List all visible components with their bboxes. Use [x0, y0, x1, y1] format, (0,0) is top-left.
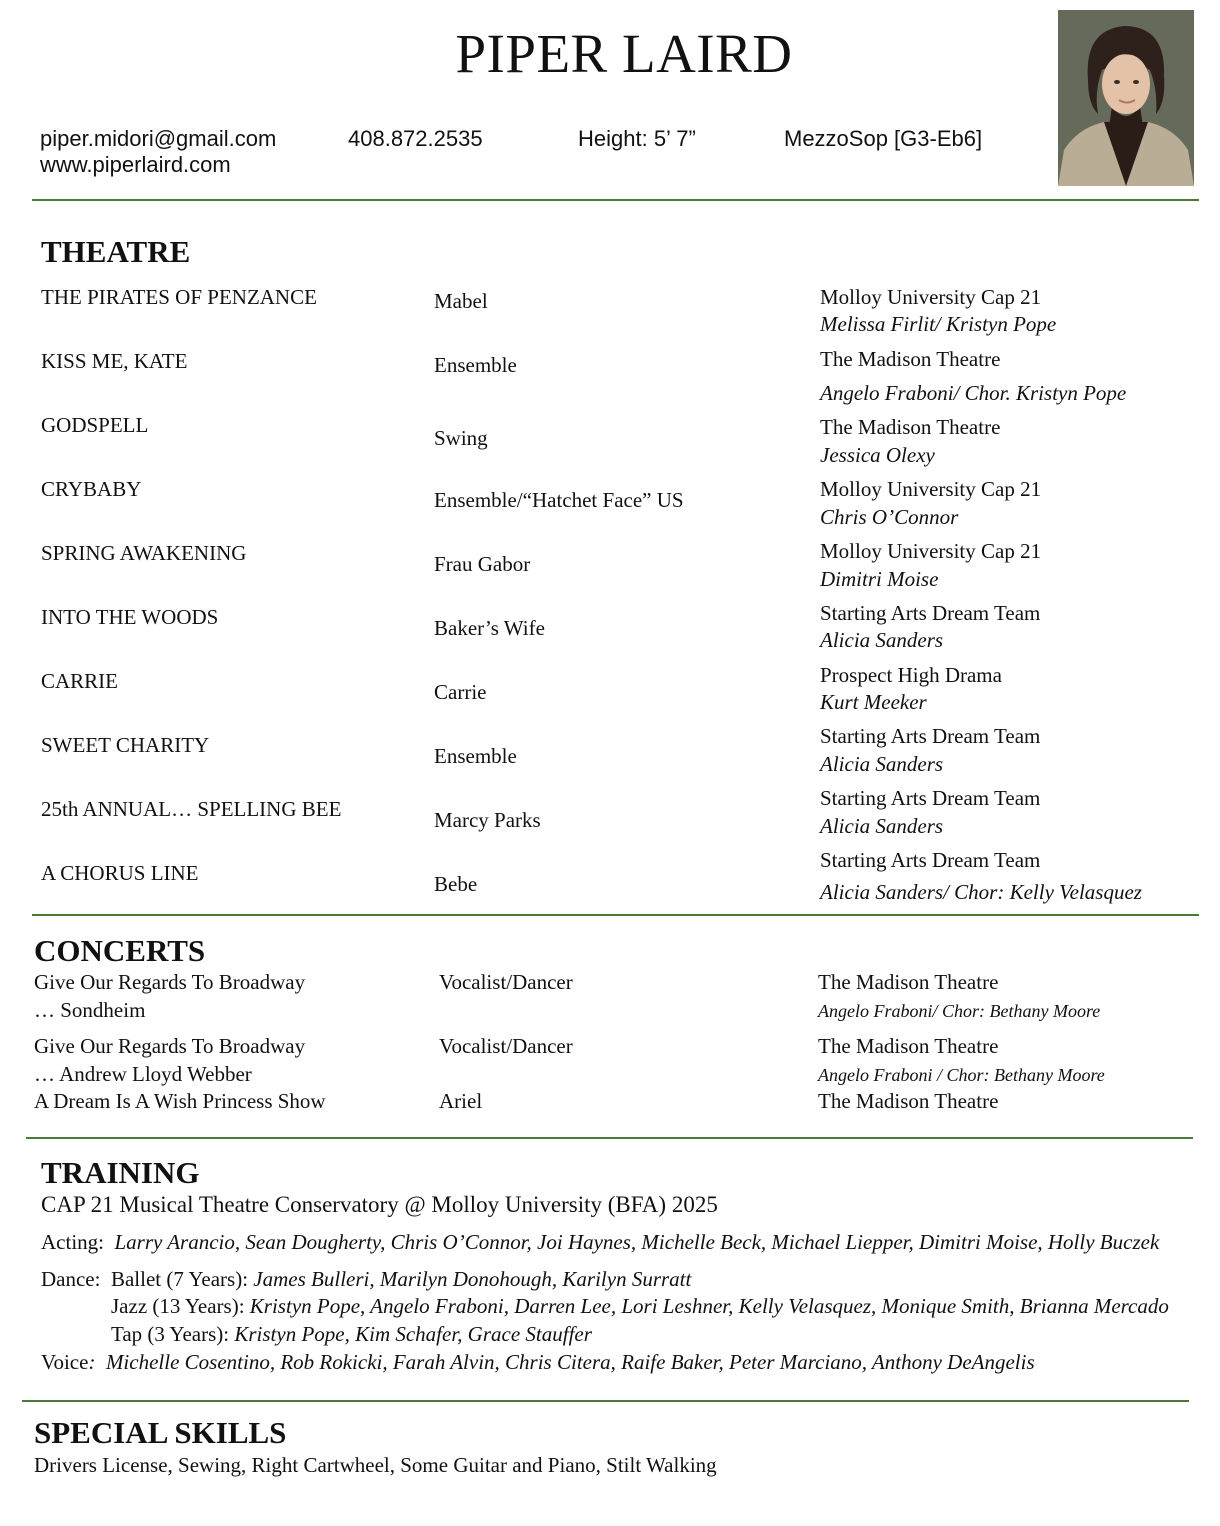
concert-venue: The Madison Theatre: [818, 1089, 999, 1113]
theatre-show: CARRIE: [41, 669, 119, 693]
voice-teachers: Michelle Cosentino, Rob Rokicki, Farah Alvin, Chris Citera, Raife Baker, Peter Marciano, Anthony DeAngelis: [105, 1350, 1035, 1374]
theatre-venue: Starting Arts Dream Team: [820, 786, 1041, 810]
theatre-show: INTO THE WOODS: [41, 605, 219, 629]
concert-director: Angelo Fraboni/ Chor: Bethany Moore: [818, 1001, 1101, 1021]
ballet-label: Ballet (7 Years):: [110, 1267, 249, 1291]
theatre-role: Mabel: [434, 289, 488, 313]
concert-director: Angelo Fraboni / Chor: Bethany Moore: [818, 1065, 1105, 1085]
theatre-show: THE PIRATES OF PENZANCE: [41, 285, 317, 309]
theatre-venue: The Madison Theatre: [820, 347, 1001, 371]
website[interactable]: www.piperlaird.com: [40, 152, 231, 177]
training-divider: [22, 1400, 1189, 1402]
theatre-director: Jessica Olexy: [820, 443, 935, 467]
theatre-venue: Starting Arts Dream Team: [820, 848, 1041, 872]
theatre-show: GODSPELL: [41, 413, 149, 437]
concert-title: Give Our Regards To Broadway: [34, 1034, 306, 1058]
dance-label: Dance:: [41, 1267, 101, 1291]
theatre-venue: Prospect High Drama: [820, 663, 1002, 687]
theatre-director: Kurt Meeker: [820, 690, 927, 714]
concert-title-cont: … Andrew Lloyd Webber: [34, 1062, 252, 1086]
concert-title: Give Our Regards To Broadway: [34, 970, 306, 994]
tap-label: Tap (3 Years):: [111, 1322, 230, 1346]
concerts-heading: CONCERTS: [34, 933, 206, 968]
theatre-director: Dimitri Moise: [820, 567, 939, 591]
training-heading: TRAINING: [41, 1155, 200, 1190]
theatre-director: Chris O’Connor: [820, 505, 959, 529]
concert-venue: The Madison Theatre: [818, 1034, 999, 1058]
concerts-divider: [26, 1137, 1193, 1139]
theatre-director: Alicia Sanders: [820, 814, 944, 838]
theatre-venue: Molloy University Cap 21: [820, 477, 1042, 501]
theatre-role: Carrie: [434, 680, 487, 704]
header-divider: [32, 199, 1199, 201]
theatre-role: Frau Gabor: [434, 552, 531, 576]
concert-title-cont: … Sondheim: [34, 998, 146, 1022]
email[interactable]: piper.midori@gmail.com: [40, 126, 277, 151]
theatre-divider: [32, 914, 1199, 916]
voice-type: MezzoSop [G3-Eb6]: [784, 126, 983, 151]
theatre-role: Ensemble: [434, 744, 517, 768]
voice-colon: :: [88, 1350, 96, 1374]
concert-role: Vocalist/Dancer: [439, 1034, 573, 1058]
concert-venue: The Madison Theatre: [818, 970, 999, 994]
theatre-show: 25th ANNUAL… SPELLING BEE: [41, 797, 342, 821]
theatre-show: CRYBABY: [41, 477, 142, 501]
concert-role: Ariel: [439, 1089, 483, 1113]
concert-title: A Dream Is A Wish Princess Show: [34, 1089, 326, 1113]
theatre-director: Alicia Sanders/ Chor: Kelly Velasquez: [820, 880, 1142, 904]
theatre-venue: Molloy University Cap 21: [820, 539, 1042, 563]
theatre-venue: Starting Arts Dream Team: [820, 724, 1041, 748]
voice-line: [41, 1352, 1035, 1373]
dance-ballet-line: [41, 1269, 691, 1290]
theatre-director: Angelo Fraboni/ Chor. Kristyn Pope: [820, 381, 1127, 405]
acting-line: [41, 1232, 1159, 1253]
height: Height: 5’ 7”: [578, 126, 696, 151]
headshot-photo: [1058, 10, 1194, 186]
theatre-role: Ensemble: [434, 353, 517, 377]
skills-heading: SPECIAL SKILLS: [34, 1415, 287, 1450]
theatre-show: SWEET CHARITY: [41, 733, 210, 757]
theatre-show: A CHORUS LINE: [41, 861, 199, 885]
headshot-illustration: [1058, 10, 1194, 186]
theatre-show: SPRING AWAKENING: [41, 541, 247, 565]
acting-label: Acting:: [41, 1230, 104, 1254]
tap-teachers: Kristyn Pope, Kim Schafer, Grace Stauffer: [234, 1322, 592, 1346]
theatre-role: Marcy Parks: [434, 808, 541, 832]
theatre-venue: The Madison Theatre: [820, 415, 1001, 439]
jazz-label: Jazz (13 Years):: [111, 1294, 245, 1318]
acting-teachers: Larry Arancio, Sean Dougherty, Chris O’Connor, Joi Haynes, Michelle Beck, Michael Liepper, Dimitri Moise, Holly Buczek: [114, 1230, 1160, 1254]
theatre-role: Swing: [434, 426, 488, 450]
concert-role: Vocalist/Dancer: [439, 970, 573, 994]
theatre-venue: Molloy University Cap 21: [820, 285, 1042, 309]
skills-text: Drivers License, Sewing, Right Cartwheel, Some Guitar and Piano, Stilt Walking: [34, 1453, 717, 1477]
theatre-venue: Starting Arts Dream Team: [820, 601, 1041, 625]
theatre-director: Alicia Sanders: [820, 628, 944, 652]
theatre-director: Alicia Sanders: [820, 752, 944, 776]
voice-label: Voice: [41, 1350, 89, 1374]
jazz-line: [111, 1296, 1169, 1317]
resume-name: PIPER LAIRD: [455, 23, 793, 84]
theatre-role: Baker’s Wife: [434, 616, 545, 640]
jazz-teachers: Kristyn Pope, Angelo Fraboni, Darren Lee, Lori Leshner, Kelly Velasquez, Monique Smith, Brianna Mercado: [249, 1294, 1169, 1318]
training-program: CAP 21 Musical Theatre Conservatory @ Molloy University (BFA) 2025: [41, 1192, 718, 1217]
theatre-heading: THEATRE: [41, 234, 191, 269]
theatre-show: KISS ME, KATE: [41, 349, 188, 373]
ballet-teachers: James Bulleri, Marilyn Donohough, Karilyn Surratt: [253, 1267, 692, 1291]
tap-line: [111, 1324, 592, 1345]
theatre-role: Ensemble/“Hatchet Face” US: [434, 488, 684, 512]
phone[interactable]: 408.872.2535: [348, 126, 483, 151]
theatre-director: Melissa Firlit/ Kristyn Pope: [820, 312, 1057, 336]
theatre-role: Bebe: [434, 872, 478, 896]
